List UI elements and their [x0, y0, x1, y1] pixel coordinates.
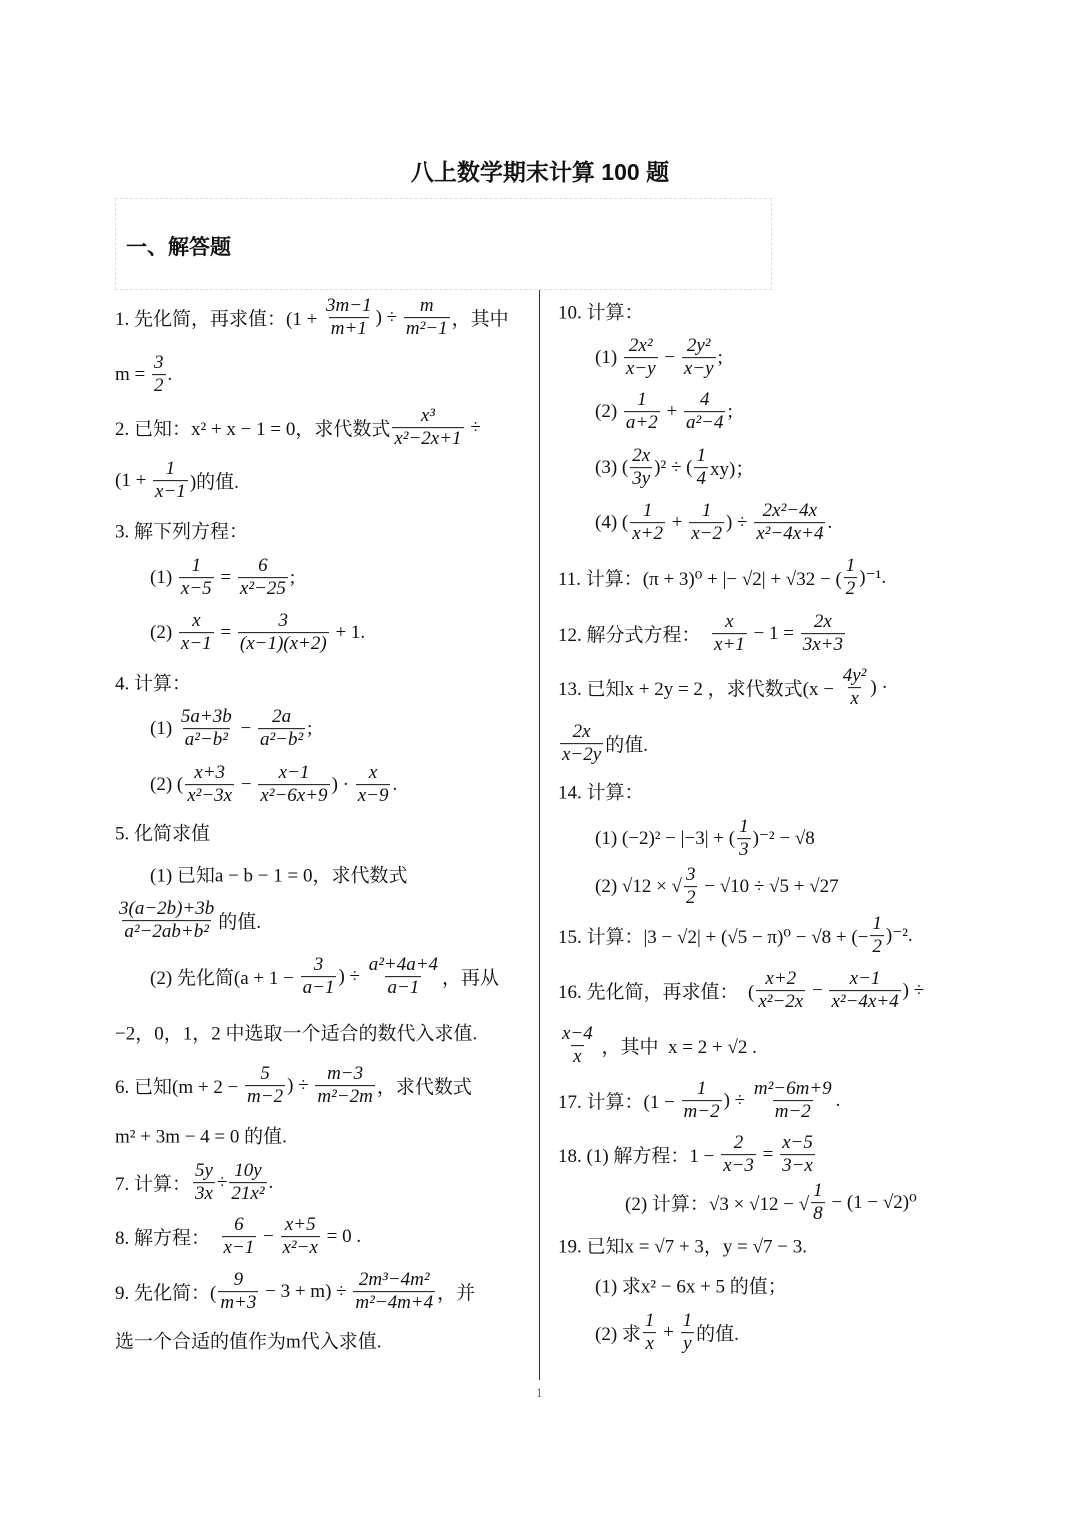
- problem-3-part: [150, 611, 365, 655]
- text-run: +: [667, 511, 688, 533]
- text-run: 15. 计算：|3 − √2| + (√5 − π)⁰ − √8 + (−: [558, 927, 869, 949]
- problem-19-part: [595, 1272, 787, 1299]
- text-run: .: [392, 773, 398, 795]
- denominator: a−1: [387, 977, 420, 999]
- fraction: [844, 556, 858, 600]
- text-run: ，其中 x = 2 + √2 .: [596, 1037, 757, 1059]
- fraction: [179, 556, 214, 600]
- fraction: [404, 296, 450, 340]
- fraction: [258, 763, 329, 807]
- problem-10-part: [595, 501, 832, 545]
- text-run: (2) 先化简(a + 1 −: [150, 968, 299, 990]
- denominator: x+2: [632, 523, 663, 545]
- problem-6-line: [115, 1064, 472, 1108]
- text-run: 的值.: [696, 1324, 739, 1346]
- text-run: (1) (−2)² − |−3| + (: [595, 827, 736, 849]
- denominator: x²−x: [282, 1237, 318, 1259]
- text-run: ，求代数式: [376, 1077, 472, 1099]
- problem-2-line: [115, 459, 239, 503]
- text-run: (1 +: [115, 469, 152, 491]
- denominator: 2: [685, 887, 696, 909]
- text-run: ;: [289, 566, 296, 588]
- numerator: 2x: [813, 611, 832, 633]
- text-run: −2，0，1，2 中选取一个适合的数代入求值.: [115, 1023, 478, 1045]
- text-run: 13. 已知x + 2y = 2 ，求代数式(x −: [558, 679, 839, 701]
- text-run: xy)；: [709, 459, 755, 481]
- numerator: a²+4a+4: [368, 954, 439, 976]
- text-run: −: [236, 773, 257, 795]
- problem-16-line: [558, 969, 924, 1013]
- section-header: [115, 198, 772, 290]
- fraction: [153, 459, 188, 503]
- denominator: x²−4x+4: [831, 991, 899, 1013]
- text-run: 7. 计算：: [115, 1174, 192, 1196]
- text-run: ，并: [437, 1283, 476, 1305]
- numerator: 3: [278, 610, 289, 632]
- text-run: = 0 .: [321, 1225, 362, 1247]
- problem-14-line: [558, 778, 644, 805]
- problem-1-line: [115, 296, 509, 340]
- text-run: ÷: [216, 1171, 228, 1193]
- denominator: m+1: [330, 318, 367, 340]
- denominator: x+1: [714, 634, 745, 656]
- text-run: ，其中: [451, 309, 509, 331]
- fraction: [689, 501, 724, 545]
- denominator: 3x+3: [802, 634, 843, 656]
- numerator: 1: [813, 1180, 823, 1202]
- problem-18-part: [625, 1181, 917, 1225]
- problem-3-line: [115, 517, 248, 544]
- problem-10-line: [558, 298, 644, 325]
- problem-19-line: [558, 1232, 807, 1259]
- text-run: 选一个合适的值作为m代入求值.: [115, 1331, 382, 1353]
- denominator: x−2y: [562, 744, 602, 766]
- problem-5-line: [115, 1019, 477, 1046]
- numerator: x: [725, 611, 734, 633]
- denominator: 2: [154, 375, 164, 397]
- problem-9-line: [115, 1327, 382, 1354]
- text-run: (2): [595, 400, 622, 422]
- problem-15-line: [558, 914, 913, 958]
- text-run: (4) (: [595, 511, 629, 533]
- text-run: )的值.: [189, 472, 239, 494]
- numerator: 1: [696, 445, 706, 467]
- text-run: m² + 3m − 4 = 0 的值.: [115, 1126, 287, 1148]
- fraction: [392, 406, 463, 450]
- fraction: [643, 1311, 657, 1355]
- fraction: [624, 390, 660, 434]
- fraction: [694, 446, 708, 490]
- fraction: [229, 1161, 266, 1205]
- fraction: [870, 914, 884, 958]
- text-run: (1): [150, 717, 177, 739]
- denominator: 3y: [632, 468, 651, 490]
- problem-9-line: [115, 1270, 475, 1314]
- denominator: x−9: [357, 785, 389, 807]
- denominator: x−1: [223, 1237, 255, 1259]
- denominator: x−1: [155, 481, 186, 503]
- denominator: m²−1: [405, 318, 448, 340]
- problem-16-line: [558, 1024, 757, 1068]
- fraction: [560, 1024, 595, 1068]
- fraction: [324, 296, 374, 340]
- denominator: x: [645, 1333, 654, 1355]
- numerator: 4: [699, 389, 710, 411]
- numerator: 6: [234, 1214, 244, 1236]
- numerator: 2: [733, 1132, 744, 1154]
- fraction: [560, 722, 603, 766]
- text-run: (1) 求x² − 6x + 5 的值；: [595, 1276, 787, 1298]
- fraction: [117, 899, 216, 943]
- problem-12-line: [558, 612, 847, 656]
- fraction: [179, 707, 234, 751]
- problem-7-line: [115, 1161, 273, 1205]
- page-title: 八上数学期末计算 100 题: [410, 159, 670, 185]
- text-run: 12. 解分式方程：: [558, 625, 711, 647]
- text-run: − 3 + m) ÷: [260, 1280, 352, 1302]
- problem-4-part: [150, 707, 312, 751]
- fraction: [315, 1064, 374, 1108]
- numerator: 9: [233, 1269, 244, 1291]
- text-run: ;: [307, 717, 313, 739]
- text-run: ) ÷: [723, 1089, 750, 1111]
- problem-17-line: [558, 1079, 840, 1123]
- text-run: − √10 ÷ √5 + √27: [699, 875, 839, 897]
- numerator: m−3: [327, 1063, 364, 1085]
- fraction: [281, 1215, 320, 1259]
- fraction: [682, 1079, 722, 1123]
- denominator: x²−3x: [187, 785, 233, 807]
- fraction: [811, 1181, 825, 1225]
- text-run: (2) √12 × √: [595, 875, 682, 897]
- fraction: [152, 353, 166, 397]
- text-run: 3. 解下列方程：: [115, 521, 249, 543]
- text-run: .: [167, 363, 173, 385]
- denominator: a²−4: [685, 412, 724, 434]
- text-run: (1): [595, 346, 622, 368]
- text-run: 17. 计算：(1 −: [558, 1092, 680, 1114]
- numerator: x: [368, 762, 378, 784]
- problem-10-part: [595, 336, 723, 380]
- problem-5-part: [150, 861, 407, 888]
- text-run: ) ÷: [338, 965, 365, 987]
- numerator: 1: [696, 1078, 707, 1100]
- numerator: x−1: [278, 762, 310, 784]
- text-run: ，再从: [442, 968, 500, 990]
- numerator: 2a: [272, 706, 292, 728]
- numerator: 1: [701, 500, 712, 522]
- problem-10-part: [595, 390, 733, 434]
- denominator: x²−2x: [758, 991, 804, 1013]
- text-run: 5. 化简求值: [115, 823, 211, 845]
- text-run: )⁻².: [885, 925, 913, 947]
- numerator: 2x²−4x: [762, 500, 818, 522]
- fraction: [801, 612, 845, 656]
- numerator: 1: [845, 555, 856, 577]
- text-run: (2): [150, 621, 177, 643]
- text-run: −: [258, 1225, 279, 1247]
- fraction: [684, 865, 698, 909]
- problem-5-line: [115, 899, 261, 943]
- text-run: −: [235, 717, 256, 739]
- text-run: =: [215, 566, 236, 588]
- denominator: m−2: [774, 1101, 811, 1123]
- fraction: [222, 1215, 257, 1259]
- numerator: 2x²: [628, 335, 653, 357]
- denominator: m−2: [247, 1086, 284, 1108]
- text-run: (1): [150, 566, 177, 588]
- page-number: 1: [536, 1385, 543, 1400]
- numerator: 1: [165, 458, 176, 480]
- fraction: [238, 556, 288, 600]
- fraction: [737, 817, 751, 861]
- text-run: 9. 先化简：(: [115, 1283, 217, 1305]
- numerator: 10y: [234, 1160, 262, 1182]
- fraction: [624, 336, 658, 380]
- fraction: [356, 763, 391, 807]
- problem-4-line: [115, 669, 191, 696]
- text-run: .: [827, 511, 833, 533]
- numerator: 1: [637, 389, 647, 411]
- text-run: (2) 求: [595, 1324, 641, 1346]
- fraction: [754, 501, 825, 545]
- problem-3-part: [150, 556, 295, 600]
- fraction: [756, 969, 805, 1013]
- denominator: m−2: [683, 1101, 720, 1123]
- denominator: x: [850, 688, 859, 710]
- column-divider: [539, 290, 540, 1380]
- numerator: 2x: [572, 721, 591, 743]
- denominator: a²−b²: [184, 729, 228, 751]
- text-run: 1. 先化简，再求值：(1 +: [115, 309, 323, 331]
- fraction: [353, 1270, 435, 1314]
- problem-19-part: [595, 1311, 739, 1355]
- fraction: [721, 1133, 756, 1177]
- fraction: [238, 611, 329, 655]
- numerator: x−1: [849, 968, 881, 990]
- problem-6-line: [115, 1122, 287, 1149]
- fraction: [780, 1133, 815, 1177]
- numerator: 2x: [632, 445, 651, 467]
- fraction: [218, 1270, 258, 1314]
- text-run: 6. 已知(m + 2 −: [115, 1077, 244, 1099]
- text-run: )⁻² − √8: [752, 828, 815, 850]
- denominator: 2: [872, 936, 882, 958]
- text-run: (1) 已知a − b − 1 = 0，求代数式: [150, 865, 408, 887]
- text-run: 16. 先化简，再求值： (: [558, 982, 755, 1004]
- text-run: 18. (1) 解方程：1 −: [558, 1146, 720, 1168]
- denominator: 8: [813, 1203, 823, 1225]
- text-run: ;: [717, 346, 723, 368]
- problem-2-line: [115, 406, 481, 450]
- problem-10-part: [595, 446, 754, 490]
- denominator: a²−b²: [259, 729, 304, 751]
- text-run: ) ·: [331, 773, 354, 795]
- denominator: x−y: [683, 358, 714, 380]
- text-run: −: [659, 346, 680, 368]
- denominator: 4: [696, 468, 706, 490]
- denominator: 2: [845, 578, 856, 600]
- denominator: x²−4x+4: [756, 523, 824, 545]
- fraction: [245, 1064, 285, 1108]
- problem-14-part: [595, 817, 815, 861]
- numerator: 3(a−2b)+3b: [119, 898, 215, 920]
- problem-5-part: [150, 955, 499, 999]
- text-run: (3) (: [595, 456, 629, 478]
- numerator: x−4: [562, 1023, 593, 1045]
- text-run: )² ÷ (: [654, 456, 693, 478]
- numerator: m: [419, 295, 434, 317]
- text-run: 8. 解方程：: [115, 1228, 220, 1250]
- text-run: +: [658, 1321, 679, 1343]
- fraction: [681, 1311, 695, 1355]
- denominator: x−1: [180, 633, 212, 655]
- denominator: m²−4m+4: [355, 1292, 434, 1314]
- numerator: 3m−1: [326, 295, 372, 317]
- text-run: (2) 计算：√3 × √12 − √: [625, 1194, 810, 1216]
- denominator: a−1: [302, 977, 335, 999]
- text-run: 19. 已知x = √7 + 3，y = √7 − 3.: [558, 1236, 807, 1258]
- fraction: [179, 611, 214, 655]
- text-run: 2. 已知：x² + x − 1 = 0，求代数式: [115, 419, 391, 441]
- text-run: .: [835, 1089, 841, 1111]
- fraction: [258, 707, 305, 751]
- problem-13-line: [558, 722, 648, 766]
- denominator: a²−2ab+b²: [124, 921, 209, 943]
- section-title: 一、解答题: [126, 236, 231, 259]
- text-run: − 1 =: [748, 622, 799, 644]
- fraction: [841, 666, 869, 710]
- denominator: a+2: [625, 412, 658, 434]
- numerator: 2m³−4m²: [358, 1269, 430, 1291]
- denominator: 3x: [195, 1183, 213, 1205]
- fraction: [630, 446, 652, 490]
- text-run: ÷: [465, 416, 481, 438]
- denominator: x−5: [180, 578, 212, 600]
- numerator: x−5: [782, 1132, 813, 1154]
- numerator: 1: [872, 913, 882, 935]
- text-run: 14. 计算：: [558, 782, 644, 804]
- numerator: x+2: [765, 968, 797, 990]
- text-run: (2) (: [150, 773, 184, 795]
- text-run: ) ·: [870, 676, 888, 698]
- text-run: )⁻¹.: [859, 567, 887, 589]
- fraction: [185, 763, 234, 807]
- problem-13-line: [558, 666, 888, 710]
- denominator: 21x²: [231, 1183, 265, 1205]
- denominator: x: [573, 1046, 582, 1068]
- problem-5-line: [115, 819, 210, 846]
- fraction: [630, 501, 665, 545]
- fraction: [712, 612, 747, 656]
- fraction: [829, 969, 900, 1013]
- text-run: + 1.: [330, 621, 366, 643]
- numerator: x³: [420, 405, 436, 427]
- denominator: m+3: [220, 1292, 257, 1314]
- numerator: x+5: [284, 1214, 316, 1236]
- numerator: 1: [644, 1310, 655, 1332]
- text-run: −: [807, 979, 828, 1001]
- problem-1-line: [115, 353, 172, 397]
- text-run: =: [757, 1143, 779, 1165]
- text-run: ) ÷: [375, 306, 402, 328]
- denominator: x²−6x+9: [260, 785, 328, 807]
- numerator: x+3: [194, 762, 226, 784]
- problem-11-line: [558, 556, 886, 600]
- denominator: x−y: [625, 358, 656, 380]
- text-run: ) ÷: [902, 979, 925, 1001]
- denominator: 3: [739, 839, 749, 861]
- numerator: x: [192, 610, 201, 632]
- problem-14-part: [595, 865, 839, 909]
- text-run: − (1 − √2)⁰: [826, 1192, 917, 1214]
- numerator: 2y²: [686, 335, 711, 357]
- fraction: [193, 1161, 215, 1205]
- text-run: 11. 计算：(π + 3)⁰ + |− √2| + √32 − (: [558, 569, 842, 591]
- text-run: ;: [727, 400, 733, 422]
- fraction: [752, 1079, 834, 1123]
- numerator: 5: [260, 1063, 270, 1085]
- numerator: 5a+3b: [180, 706, 232, 728]
- denominator: x−3: [723, 1155, 754, 1177]
- problem-18-line: [558, 1133, 817, 1177]
- text-run: 的值.: [605, 735, 648, 757]
- denominator: 3−x: [782, 1155, 813, 1177]
- numerator: 5y: [195, 1160, 213, 1182]
- text-run: m =: [115, 363, 150, 385]
- text-run: +: [661, 400, 682, 422]
- denominator: x−2: [691, 523, 722, 545]
- fraction: [682, 336, 716, 380]
- numerator: 1: [191, 555, 202, 577]
- problem-8-line: [115, 1215, 361, 1259]
- text-run: 10. 计算：: [558, 302, 644, 324]
- numerator: 1: [642, 500, 653, 522]
- numerator: m²−6m+9: [753, 1078, 832, 1100]
- fraction: [367, 955, 440, 999]
- numerator: 3: [685, 864, 696, 886]
- denominator: x²−25: [239, 578, 286, 600]
- fraction: [301, 955, 337, 999]
- text-run: ) ÷: [287, 1074, 314, 1096]
- text-run: =: [215, 621, 236, 643]
- text-run: ) ÷: [725, 511, 753, 533]
- numerator: 1: [739, 816, 749, 838]
- numerator: 4y²: [842, 665, 867, 687]
- problem-4-part: [150, 763, 397, 807]
- numerator: 1: [682, 1310, 693, 1332]
- denominator: x²−2x+1: [394, 428, 462, 450]
- numerator: 6: [258, 555, 268, 577]
- denominator: (x−1)(x+2): [239, 633, 327, 655]
- numerator: 3: [154, 352, 164, 374]
- fraction: [684, 390, 726, 434]
- text-run: 4. 计算：: [115, 673, 192, 695]
- denominator: y: [683, 1333, 692, 1355]
- text-run: .: [268, 1171, 274, 1193]
- numerator: 3: [313, 954, 324, 976]
- text-run: 的值.: [218, 912, 262, 934]
- denominator: m²−2m: [317, 1086, 373, 1108]
